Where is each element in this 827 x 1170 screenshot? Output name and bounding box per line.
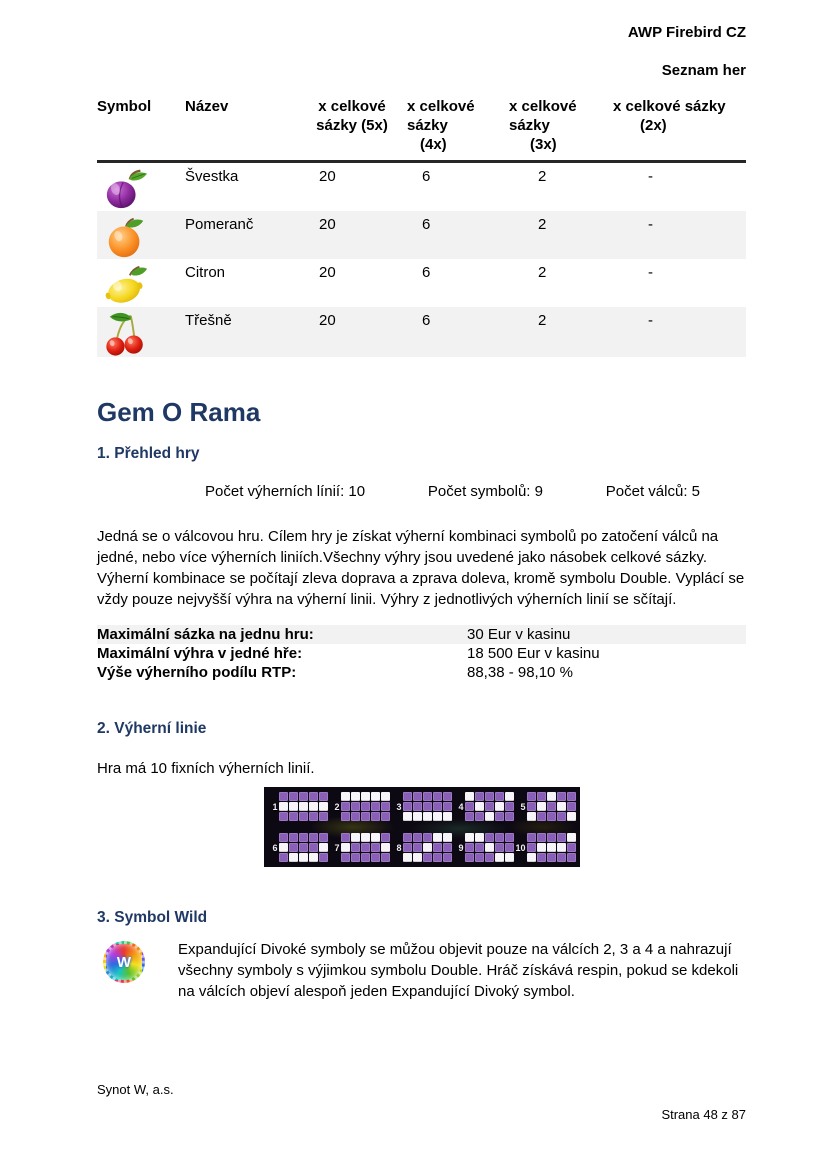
payline-number: 8 [396, 842, 402, 853]
payline-cell [319, 812, 328, 821]
payline-cell-active [433, 812, 442, 821]
payline-cell-active [381, 792, 390, 801]
payline-cell [403, 792, 412, 801]
col-header-4x: x celkové sázky (4x) [407, 98, 475, 153]
payline-cell [557, 792, 566, 801]
payline-cell [505, 843, 514, 852]
payline-cell [289, 792, 298, 801]
payline-cell [433, 792, 442, 801]
payline-number: 1 [272, 801, 278, 812]
payline-cell [289, 812, 298, 821]
payline-cell [485, 833, 494, 842]
payline-cell [465, 812, 474, 821]
payline-cell-active [341, 792, 350, 801]
payline-number: 3 [396, 801, 402, 812]
payline-cell [279, 833, 288, 842]
payline-cell-active [495, 853, 504, 862]
col-header-3x: x celkové sázky (3x) [509, 98, 577, 153]
payline-cell [433, 853, 442, 862]
payline-number: 4 [458, 801, 464, 812]
payline-cell [443, 853, 452, 862]
payline-cell [371, 802, 380, 811]
payline-number: 2 [334, 801, 340, 812]
section2-heading: 2. Výherní linie [97, 720, 207, 737]
game-title: Gem O Rama [97, 397, 261, 427]
payline-cell [371, 853, 380, 862]
payline-cell-active [433, 833, 442, 842]
stat-paylines: Počet výherních línií: 10 [205, 483, 366, 500]
payline-cell-active [371, 833, 380, 842]
payline-cell-active [537, 843, 546, 852]
payline-cell-active [567, 833, 576, 842]
table-row: Pomeranč 20 6 2 - [97, 211, 746, 259]
payline-cell [495, 843, 504, 852]
payline-cell-active [361, 792, 370, 801]
paylines-intro: Hra má 10 fixních výherních linií. [97, 760, 315, 777]
payline-cell [299, 843, 308, 852]
payline-grid [392, 792, 452, 821]
payline-cell [351, 853, 360, 862]
payline-grid [268, 833, 328, 862]
limit-value: 18 500 Eur v kasinu [467, 645, 600, 662]
payline-grid [392, 833, 452, 862]
payline-cell-active [557, 843, 566, 852]
payline-cell-active [299, 802, 308, 811]
payline-cell [309, 812, 318, 821]
payline-cell [475, 843, 484, 852]
symbols-table-header-row [97, 95, 746, 162]
section3-heading: 3. Symbol Wild [97, 909, 208, 926]
payline-cell [475, 853, 484, 862]
payline-cell [465, 853, 474, 862]
payline-cell-active [495, 802, 504, 811]
paylines-row-top [268, 792, 576, 821]
payline-cell [299, 812, 308, 821]
payline-cell [423, 792, 432, 801]
payline-cell [547, 833, 556, 842]
payline-cell [319, 833, 328, 842]
payline-cell [423, 833, 432, 842]
payline-cell-active [465, 833, 474, 842]
payline-cell [567, 792, 576, 801]
payline-cell [381, 812, 390, 821]
wild-section [97, 939, 746, 1002]
payline-cell [527, 792, 536, 801]
payline-cell [413, 833, 422, 842]
payline-cell [537, 812, 546, 821]
payline-cell [381, 802, 390, 811]
payline-cell-active [341, 843, 350, 852]
payline-cell-active [403, 853, 412, 862]
payline-cell-active [527, 853, 536, 862]
table-row: Třešně 20 6 2 - [97, 307, 746, 357]
payline-grid [516, 833, 576, 862]
payline-cell [475, 812, 484, 821]
document-subtitle: Seznam her [661, 62, 746, 79]
paylines-row-bottom [268, 833, 576, 862]
stat-symbols: Počet symbolů: 9 [427, 483, 543, 500]
payline-number: 5 [520, 801, 526, 812]
payline-grid [516, 792, 576, 821]
payline-cell-active [319, 843, 328, 852]
payline-number: 9 [458, 842, 464, 853]
payline-cell-active [527, 812, 536, 821]
payline-cell-active [423, 812, 432, 821]
limits-table [97, 625, 746, 682]
payline-cell [319, 792, 328, 801]
payline-cell-active [567, 812, 576, 821]
payline-cell [341, 802, 350, 811]
payline-cell-active [423, 843, 432, 852]
payline-number: 6 [272, 842, 278, 853]
payline-cell [341, 812, 350, 821]
payline-cell [537, 853, 546, 862]
payline-cell [279, 853, 288, 862]
payline-cell [547, 853, 556, 862]
payline-grid [268, 792, 328, 821]
cherries-icon [103, 311, 149, 357]
payline-cell [413, 843, 422, 852]
payline-cell [537, 792, 546, 801]
symbol-name: Švestka [185, 168, 239, 185]
symbol-name: Citron [185, 264, 226, 281]
payline-cell [403, 843, 412, 852]
payline-cell [289, 833, 298, 842]
payline-cell [433, 843, 442, 852]
payline-cell-active [413, 812, 422, 821]
payline-cell-active [309, 853, 318, 862]
payline-cell [465, 802, 474, 811]
plum-icon [103, 167, 149, 211]
payline-cell-active [443, 812, 452, 821]
payline-cell-active [319, 802, 328, 811]
payline-cell-active [485, 812, 494, 821]
payline-cell-active [465, 792, 474, 801]
payline-cell [567, 802, 576, 811]
table-row: Švestka 20 6 2 - [97, 162, 746, 212]
payline-cell [495, 833, 504, 842]
payline-cell-active [361, 833, 370, 842]
payline-cell [371, 812, 380, 821]
payline-cell-active [557, 802, 566, 811]
payline-cell [289, 843, 298, 852]
payline-cell-active [309, 802, 318, 811]
game-stats [97, 483, 746, 500]
payline-cell [495, 792, 504, 801]
document-header [97, 0, 746, 79]
col-header-2x: x celkové sázky (2x) [613, 98, 726, 134]
payline-cell [465, 843, 474, 852]
payline-cell [547, 802, 556, 811]
payline-cell [537, 833, 546, 842]
payline-cell [443, 802, 452, 811]
payline-cell-active [289, 853, 298, 862]
col-header-name: Název [185, 98, 229, 115]
section1-heading: 1. Přehled hry [97, 445, 200, 462]
payline-cell [361, 812, 370, 821]
payline-cell [309, 833, 318, 842]
symbol-name: Pomeranč [185, 216, 254, 233]
payline-grid [330, 792, 390, 821]
payline-cell-active [279, 802, 288, 811]
symbol-name: Třešně [185, 312, 232, 329]
payline-cell [557, 812, 566, 821]
payline-cell-active [413, 853, 422, 862]
payline-cell [361, 802, 370, 811]
payline-cell [567, 843, 576, 852]
limit-row [97, 625, 746, 644]
limit-value: 30 Eur v kasinu [467, 626, 571, 643]
payline-cell [279, 792, 288, 801]
col-header-symbol: Symbol [97, 98, 152, 115]
payline-cell [403, 802, 412, 811]
payline-cell [413, 792, 422, 801]
payline-cell [443, 843, 452, 852]
paylines-figure [264, 787, 580, 867]
payline-number: 10 [515, 842, 526, 853]
footer-page-number: Strana 48 z 87 [661, 1107, 746, 1122]
payline-cell [351, 802, 360, 811]
payline-cell [485, 853, 494, 862]
stat-reels: Počet válců: 5 [605, 483, 700, 500]
payline-grid [454, 833, 514, 862]
footer-company: Synot W, a.s. [97, 1082, 174, 1097]
payline-cell-active [475, 833, 484, 842]
orange-icon [103, 215, 149, 259]
payline-cell-active [475, 802, 484, 811]
document-title: AWP Firebird CZ [627, 24, 746, 41]
payline-cell [557, 833, 566, 842]
payline-cell-active [505, 853, 514, 862]
payline-cell [527, 802, 536, 811]
payline-cell-active [443, 833, 452, 842]
limit-label: Výše výherního podílu RTP: [97, 664, 297, 681]
payline-cell [423, 853, 432, 862]
payline-grid [454, 792, 514, 821]
table-row: Citron 20 6 2 - [97, 259, 746, 307]
limit-value: 88,38 - 98,10 % [467, 664, 573, 681]
payline-cell [413, 802, 422, 811]
payline-cell [341, 833, 350, 842]
payline-cell [485, 802, 494, 811]
payline-cell [403, 833, 412, 842]
limit-label: Maximální výhra v jedné hře: [97, 645, 303, 662]
payline-cell [557, 853, 566, 862]
payline-cell-active [547, 843, 556, 852]
payline-cell [299, 833, 308, 842]
payline-cell [443, 792, 452, 801]
payline-cell [299, 792, 308, 801]
payline-number: 7 [334, 842, 340, 853]
payline-cell-active [403, 812, 412, 821]
payline-cell [381, 833, 390, 842]
wild-description: Expandující Divoké symboly se můžou objevit pouze na válcích 2, 3 a 4 a nahrazují všechny symboly s výjimkou symbolu Double. Hráč získává respin, pokud se kdekoli na válcích objeví alespoň jeden Expandující Divoký symbol. [178, 941, 739, 1000]
game-description: Jedná se o válcovou hru. Cílem hry je získat výherní kombinaci symbolů po zatočení válců na jedné, nebo více výherních liniích.Všechny výhry jsou uvedené jako násobek celkové sázky. Výherní kombinace se počítají zleva doprava a zprava doleva, kromě symbolu Double. Vyplácí se vždy pouze nejvyšší výhra na výherní linii. Výhry z jednotlivých výherních linií se sčítají. [97, 528, 745, 608]
payline-cell-active [351, 792, 360, 801]
payline-cell [433, 802, 442, 811]
limit-row [97, 644, 746, 663]
payline-cell-active [381, 843, 390, 852]
lemon-icon [103, 263, 149, 307]
payline-cell [309, 843, 318, 852]
payline-cell-active [299, 853, 308, 862]
payline-cell [279, 812, 288, 821]
payline-cell-active [547, 792, 556, 801]
payline-cell [371, 843, 380, 852]
payline-cell [505, 812, 514, 821]
limit-row [97, 663, 746, 682]
payline-cell [361, 853, 370, 862]
payline-cell [361, 843, 370, 852]
payline-cell [423, 802, 432, 811]
payline-cell-active [289, 802, 298, 811]
payline-cell [505, 802, 514, 811]
payline-cell [547, 812, 556, 821]
payline-cell-active [485, 843, 494, 852]
limit-label: Maximální sázka na jednu hru: [97, 626, 314, 643]
symbols-table [97, 95, 746, 357]
col-header-5x: x celkové sázky (5x) [316, 98, 388, 134]
payline-cell [527, 843, 536, 852]
payline-cell [485, 792, 494, 801]
payline-cell-active [351, 833, 360, 842]
payline-cell [475, 792, 484, 801]
payline-cell [381, 853, 390, 862]
payline-cell [341, 853, 350, 862]
payline-cell [505, 833, 514, 842]
payline-cell-active [371, 792, 380, 801]
payline-grid [330, 833, 390, 862]
payline-cell [309, 792, 318, 801]
payline-cell-active [505, 792, 514, 801]
payline-cell [319, 853, 328, 862]
payline-cell [351, 812, 360, 821]
payline-cell-active [537, 802, 546, 811]
payline-cell [495, 812, 504, 821]
payline-cell [527, 833, 536, 842]
wild-symbol-icon: W [103, 941, 145, 983]
payline-cell-active [279, 843, 288, 852]
payline-cell [567, 853, 576, 862]
payline-cell [351, 843, 360, 852]
